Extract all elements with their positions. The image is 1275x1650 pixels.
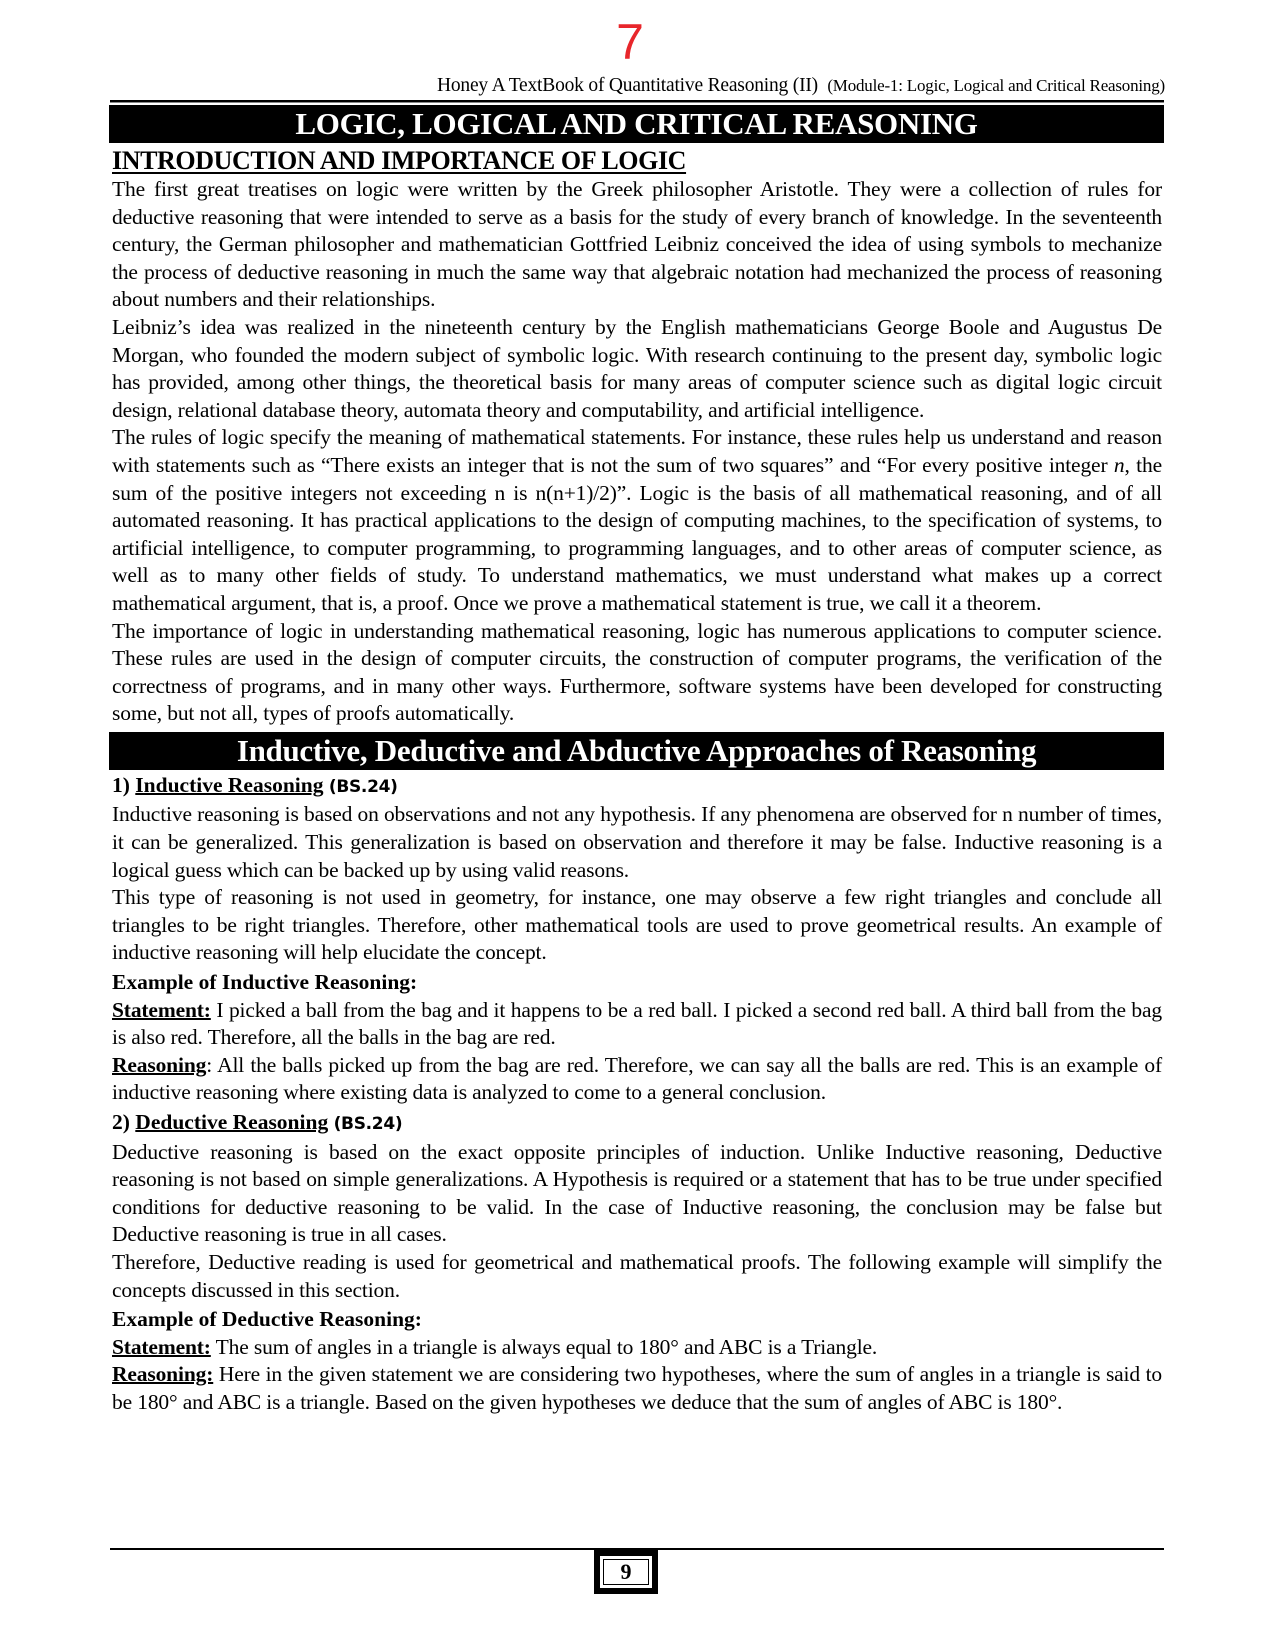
reasoning-text: : All the balls picked up from the bag are red. Therefore, we can say all the balls are red. This is an example of inductive reasoning where existing data is analyzed to come to a general conclusion.	[112, 1052, 1162, 1105]
paragraph: The first great treatises on logic were written by the Greek philosopher Aristotle. They were a collection of rules for deductive reasoning that were intended to serve as a basis for the study of every branch of knowledge. In the seventeenth century, the German philosopher and mathematician Gottfried Leibniz conceived the idea of using symbols to mechanize the process of deductive reasoning in much the same way that algebraic notation had mechanized the process of reasoning about numbers and their relationships.	[112, 177, 1162, 312]
subsection-title: Deductive Reasoning	[135, 1110, 329, 1134]
paragraph: Therefore, Deductive reading is used for geometrical and mathematical proofs. The following example will simplify the concepts discussed in this section.	[112, 1249, 1162, 1302]
chapter-title-banner: LOGIC, LOGICAL AND CRITICAL REASONING	[109, 105, 1164, 143]
page-content	[112, 105, 1162, 1417]
chapter-number: 7	[616, 14, 644, 70]
reasoning-label: Reasoning	[112, 1052, 207, 1077]
statement-text: I picked a ball from the bag and it happens to be a red ball. I picked a second red ball. A third ball from the bag is also red. Therefore, all the balls in the bag are red.	[112, 997, 1162, 1050]
statement-label: Statement:	[112, 997, 211, 1022]
subsection-heading-inductive	[112, 772, 1162, 802]
example-heading: Example of Deductive Reasoning:	[112, 1307, 422, 1332]
reasoning	[112, 1361, 1162, 1416]
paragraph: Deductive reasoning is based on the exact opposite principles of induction. Unlike Inductive reasoning, Deductive reasoning is not based on simple generalizations. A Hypothesis is required or a statement that has to be true under specified conditions for deductive reasoning to be valid. In the case of Inductive reasoning, the conclusion may be false but Deductive reasoning is true in all cases.	[112, 1139, 1162, 1247]
page-number-box	[594, 1550, 658, 1594]
example-heading: Example of Inductive Reasoning:	[112, 970, 418, 995]
paragraph: Leibniz’s idea was realized in the nineteenth century by the English mathematicians George Boole and Augustus De Morgan, who founded the modern subject of symbolic logic. With research continuing to the present day, symbolic logic has provided, among other things, the theoretical basis for many areas of computer science such as digital logic circuit design, relational database theory, automata theory and computability, and artificial intelligence.	[112, 314, 1162, 422]
subsection-heading-deductive	[112, 1109, 1162, 1139]
reasoning	[112, 1052, 1162, 1107]
statement-text: The sum of angles in a triangle is always equal to 180° and ABC is a Triangle.	[210, 1334, 878, 1359]
paragraph: The importance of logic in understanding mathematical reasoning, logic has numerous applications to computer science. These rules are used in the design of computer circuits, the construction of computer programs, the verification of the correctness of programs, and in many other ways. Furthermore, software systems have been developed for constructing some, but not all, types of proofs automatically.	[112, 618, 1162, 726]
page-number: 9	[603, 1559, 649, 1585]
approaches-title-banner: Inductive, Deductive and Abductive Approaches of Reasoning	[109, 732, 1164, 770]
statement	[112, 1334, 1162, 1362]
module-label: (Module-1: Logic, Logical and Critical Reasoning)	[827, 76, 1165, 95]
section-heading-intro: INTRODUCTION AND IMPORTANCE OF LOGIC	[112, 146, 687, 175]
header-divider	[110, 100, 1164, 103]
paragraph	[112, 424, 1162, 617]
subsection-number: 1)	[112, 772, 130, 797]
exam-badge: (BS.24)	[328, 776, 398, 797]
page-number-frame	[600, 1556, 652, 1588]
statement	[112, 997, 1162, 1052]
subsection-number: 2)	[112, 1110, 130, 1134]
reasoning-text: Here in the given statement we are considering two hypotheses, where the sum of angles in a triangle is said to be 180° and ABC is a triangle. Based on the given hypotheses we deduce that the sum of angles of ABC is 180°.	[112, 1362, 1162, 1414]
book-title: Honey A TextBook of Quantitative Reasoning (II)	[436, 75, 818, 96]
reasoning-label: Reasoning:	[112, 1362, 214, 1387]
text-run: , the sum of the positive integers not exceeding n is n(n+1)/2)”. Logic is the basis of all mathematical reasoning, and of all automated reasoning. It has practical applications to the design of computing machines, to the specification of systems, to artificial intelligence, to computer programming, to programming languages, and to other areas of computer science, as well as to many other fields of study. To understand mathematics, we must understand what makes up a correct mathematical argument, that is, a proof. Once we prove a mathematical statement is true, we call it a theorem.	[112, 452, 1162, 615]
running-header	[437, 74, 1165, 98]
paragraph: Inductive reasoning is based on observations and not any hypothesis. If any phenomena are observed for n number of times, it can be generalized. This generalization is based on observation and therefore it may be false. Inductive reasoning is a logical guess which can be backed up by using valid reasons.	[112, 802, 1162, 882]
exam-badge: (BS.24)	[333, 1114, 403, 1134]
subsection-title: Inductive Reasoning	[135, 772, 324, 797]
variable-n: n	[1113, 452, 1125, 477]
statement-label: Statement:	[112, 1334, 211, 1359]
paragraph: This type of reasoning is not used in geometry, for instance, one may observe a few right triangles and conclude all triangles to be right triangles. Therefore, other mathematical tools are used to prove geometrical results. An example of inductive reasoning will help elucidate the concept.	[112, 885, 1162, 965]
text-run: The rules of logic specify the meaning of mathematical statements. For instance, these rules help us understand and reason with statements such as “There exists an integer that is not the sum of two squares” and “For every positive integer	[112, 425, 1162, 477]
